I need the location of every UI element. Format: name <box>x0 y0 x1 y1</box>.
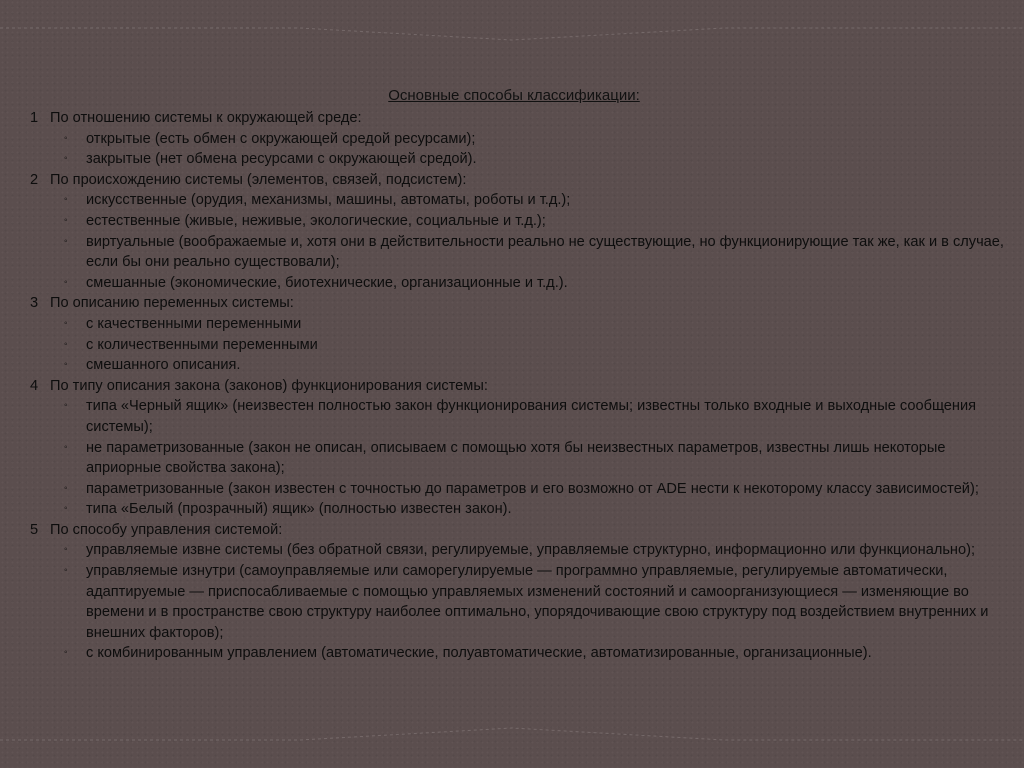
section-heading: По происхождению системы (элементов, связей, подсистем): <box>50 171 467 188</box>
list-item <box>64 232 1015 273</box>
section-number: 3 <box>30 295 39 312</box>
bullet-icon: ◦ <box>64 276 68 288</box>
bullet-icon: ◦ <box>64 317 68 329</box>
list-item <box>64 561 1015 643</box>
bullet-list <box>50 396 1015 520</box>
section-heading: По способу управления системой: <box>50 521 283 538</box>
bullet-icon: ◦ <box>64 359 68 371</box>
list-item-text: параметризованные (закон известен с точностью до параметров и его возможно от ADE нести к некоторому классу зависимостей); <box>86 480 979 497</box>
section-2 <box>30 170 1015 294</box>
list-item-text: не параметризованные (закон не описан, описываем с помощью хотя бы неизвестных параметров, известны лишь некоторые априорные свойства закона); <box>86 439 946 477</box>
bullet-icon: ◦ <box>64 482 68 494</box>
list-item <box>64 540 1015 561</box>
section-number: 2 <box>30 171 39 188</box>
section-heading: По отношению системы к окружающей среде: <box>50 110 362 126</box>
list-item-text: с количественными переменными <box>86 336 318 353</box>
bullet-icon: ◦ <box>64 565 68 577</box>
bullet-list <box>50 314 1015 376</box>
list-item <box>64 438 1015 479</box>
section-heading: По типу описания закона (законов) функционирования системы: <box>50 377 488 394</box>
bullet-list <box>50 540 1015 664</box>
classification-list <box>30 108 1015 664</box>
bullet-icon: ◦ <box>64 235 68 247</box>
bullet-icon: ◦ <box>64 132 68 144</box>
section-5 <box>30 520 1015 664</box>
list-item <box>64 211 1015 232</box>
list-item-text: смешанного описания. <box>86 357 241 374</box>
list-item <box>64 129 1015 150</box>
list-item <box>64 314 1015 335</box>
list-item-text: виртуальные (воображаемые и, хотя они в действительности реально не существующие, но функционирующие так же, как и в случае, если бы они реально существовали); <box>86 233 1004 271</box>
list-item <box>64 190 1015 211</box>
bullet-list <box>50 190 1015 293</box>
bottom-decorative-border <box>0 724 1024 768</box>
list-item-text: смешанные (экономические, биотехнические, организационные и т.д.). <box>86 274 568 291</box>
list-item-text: с качественными переменными <box>86 315 302 332</box>
bullet-icon: ◦ <box>64 503 68 515</box>
list-item <box>64 396 1015 437</box>
list-item-text: управляемые изнутри (самоуправляемые или саморегулируемые — программно управляемые, регулируемые автоматически, адаптируемые — приспосабливаемые с помощью управляемых изменений состояний и самоорганизующиеся — изменяющие во времени и в пространстве свою структуру наиболее оптимально, упорядочивающие свою структуру под воздействием внутренних и внешних факторов); <box>86 563 989 641</box>
list-item-text: открытые (есть обмен с окружающей средой ресурсами); <box>86 130 476 147</box>
list-item <box>64 499 1015 520</box>
list-item-text: искусственные (орудия, механизмы, машины, автоматы, роботы и т.д.); <box>86 192 571 209</box>
section-heading: По описанию переменных системы: <box>50 295 294 312</box>
top-decorative-border <box>0 0 1024 44</box>
section-number: 4 <box>30 377 39 394</box>
bullet-icon: ◦ <box>64 214 68 226</box>
section-1 <box>30 108 1015 170</box>
list-item <box>64 149 1015 170</box>
list-item-text: естественные (живые, неживые, экологические, социальные и т.д.); <box>86 212 546 229</box>
bullet-icon: ◦ <box>64 400 68 412</box>
list-item-text: закрытые (нет обмена ресурсами с окружающей средой). <box>86 151 477 168</box>
list-item <box>64 355 1015 376</box>
bullet-icon: ◦ <box>64 544 68 556</box>
bullet-icon: ◦ <box>64 441 68 453</box>
list-item <box>64 643 1015 664</box>
list-item <box>64 273 1015 294</box>
list-item-text: с комбинированным управлением (автоматические, полуавтоматические, автоматизированные, организационные). <box>86 645 872 662</box>
list-item <box>64 335 1015 356</box>
section-3 <box>30 293 1015 375</box>
list-item-text: управляемые извне системы (без обратной связи, регулируемые, управляемые структурно, информационно или функционально); <box>86 542 976 559</box>
bullet-icon: ◦ <box>64 338 68 350</box>
list-item <box>64 479 1015 500</box>
slide-title: Основные способы классификации: <box>388 87 640 104</box>
list-item-text: типа «Белый (прозрачный) ящик» (полностью известен закон). <box>86 501 512 518</box>
bullet-list <box>50 129 1015 170</box>
bullet-icon: ◦ <box>64 153 68 165</box>
section-4 <box>30 376 1015 520</box>
list-item-text: типа «Черный ящик» (неизвестен полностью закон функционирования системы; известны только входные и выходные сообщения системы); <box>86 398 977 435</box>
bullet-icon: ◦ <box>64 647 68 659</box>
section-number: 1 <box>30 110 39 126</box>
section-number: 5 <box>30 521 39 538</box>
bullet-icon: ◦ <box>64 194 68 206</box>
